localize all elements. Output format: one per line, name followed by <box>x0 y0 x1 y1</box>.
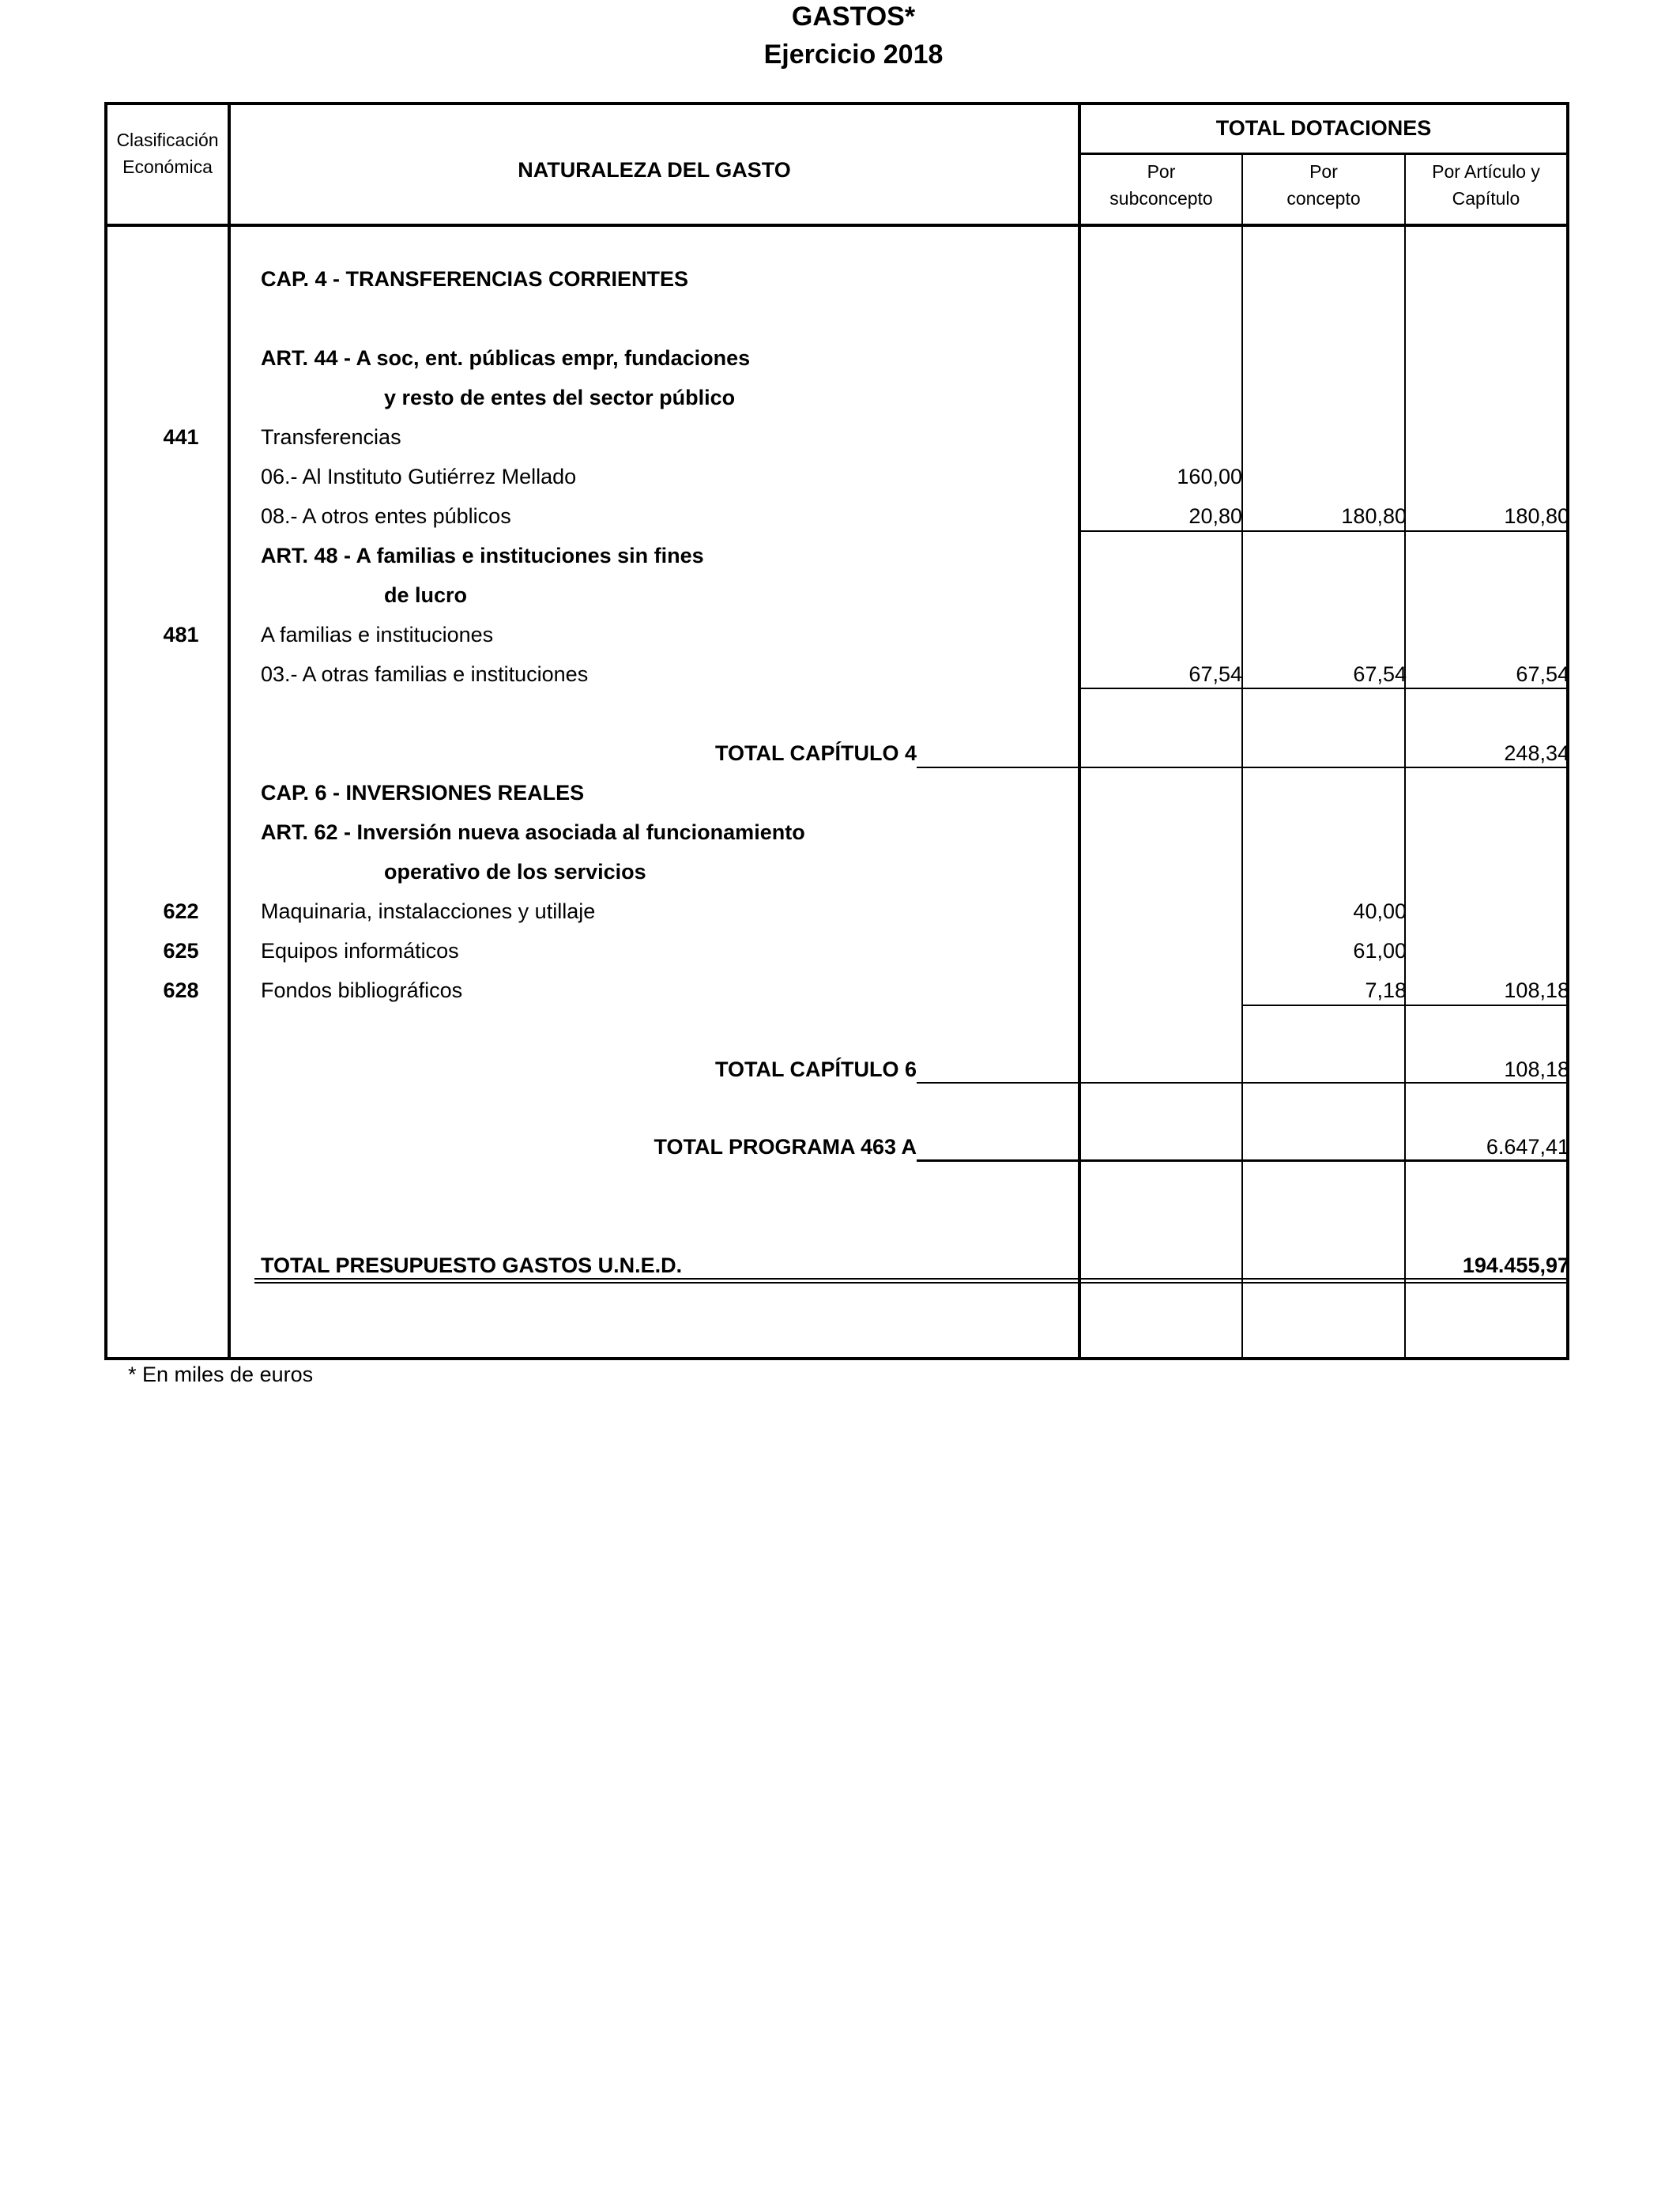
art62-heading-cont: operativo de los servicios <box>384 860 646 884</box>
row-code: 481 <box>163 623 199 647</box>
header-articulo-capitulo <box>1406 158 1566 212</box>
header-concepto-line2: concepto <box>1286 188 1361 209</box>
divider-subconcepto <box>1241 155 1243 1360</box>
table-bottom-border <box>104 1357 1569 1360</box>
row-articulo: 67,54 <box>1516 662 1569 686</box>
row-subconcepto: 20,80 <box>1188 504 1242 528</box>
row-concepto: 7,18 <box>1365 978 1407 1002</box>
total-capitulo-4-value: 248,34 <box>1504 741 1569 765</box>
row-code: 622 <box>163 899 199 923</box>
header-clasificacion <box>107 126 228 180</box>
header-clasificacion-line1: Clasificación <box>116 130 219 150</box>
total-presupuesto-label: TOTAL PRESUPUESTO GASTOS U.N.E.D. <box>261 1253 683 1277</box>
row-desc: A familias e instituciones <box>261 623 494 647</box>
header-articulo-line1: Por Artículo y <box>1432 161 1540 182</box>
row-desc: 08.- A otros entes públicos <box>261 504 511 528</box>
row-code: 441 <box>163 425 199 449</box>
row-articulo: 180,80 <box>1504 504 1569 528</box>
divider-naturaleza <box>1078 102 1081 1360</box>
header-naturaleza: NATURALEZA DEL GASTO <box>518 158 791 182</box>
row-desc: 06.- Al Instituto Gutiérrez Mellado <box>261 465 577 488</box>
row-desc: Equipos informáticos <box>261 939 459 963</box>
row-desc: Transferencias <box>261 425 401 449</box>
art44-heading-cont: y resto de entes del sector público <box>384 386 736 409</box>
header-subconcepto-line1: Por <box>1147 161 1176 182</box>
art62-heading: ART. 62 - Inversión nueva asociada al funcionamiento <box>261 820 805 844</box>
row-code: 628 <box>163 978 199 1002</box>
header-concepto <box>1243 158 1404 212</box>
header-total-dotaciones: TOTAL DOTACIONES <box>1215 116 1432 140</box>
table-top-border <box>104 102 1569 105</box>
header-articulo-line2: Capítulo <box>1452 188 1520 209</box>
cap6-heading: CAP. 6 - INVERSIONES REALES <box>261 781 585 805</box>
row-subconcepto: 67,54 <box>1188 662 1242 686</box>
table-right-border <box>1566 102 1569 1360</box>
divider-concepto <box>1404 155 1406 1360</box>
art48-heading-cont: de lucro <box>384 583 468 607</box>
cap4-heading: CAP. 4 - TRANSFERENCIAS CORRIENTES <box>261 267 689 291</box>
total-programa-value: 6.647,41 <box>1486 1135 1569 1159</box>
total-presupuesto-value: 194.455,97 <box>1462 1253 1569 1277</box>
row-desc: Maquinaria, instalacciones y utillaje <box>261 899 596 923</box>
total-capitulo-6-label: TOTAL CAPÍTULO 6 <box>714 1057 917 1081</box>
dotaciones-underline <box>1078 153 1569 155</box>
page-title: GASTOS* <box>791 2 916 32</box>
row-articulo: 108,18 <box>1504 978 1569 1002</box>
art44-heading: ART. 44 - A soc, ent. públicas empr, fundaciones <box>261 346 751 370</box>
art48-heading: ART. 48 - A familias e instituciones sin fines <box>261 544 704 567</box>
header-concepto-line1: Por <box>1309 161 1338 182</box>
row-concepto: 40,00 <box>1353 899 1407 923</box>
row-concepto: 67,54 <box>1353 662 1407 686</box>
total-capitulo-6-value: 108,18 <box>1504 1057 1569 1081</box>
row-code: 625 <box>163 939 199 963</box>
header-bottom-border <box>104 224 1569 227</box>
divider-code <box>228 102 231 1360</box>
table-left-border <box>104 102 107 1360</box>
page-subtitle: Ejercicio 2018 <box>763 40 944 70</box>
row-desc: Fondos bibliográficos <box>261 978 463 1002</box>
total-capitulo-4-label: TOTAL CAPÍTULO 4 <box>714 741 917 765</box>
header-clasificacion-line2: Económica <box>122 156 213 177</box>
row-desc: 03.- A otras familias e instituciones <box>261 662 589 686</box>
total-programa-label: TOTAL PROGRAMA 463 A <box>654 1135 917 1159</box>
header-subconcepto <box>1081 158 1241 212</box>
footnote: * En miles de euros <box>128 1363 314 1386</box>
row-subconcepto: 160,00 <box>1177 465 1242 488</box>
row-concepto: 61,00 <box>1353 939 1407 963</box>
header-subconcepto-line2: subconcepto <box>1109 188 1213 209</box>
row-concepto: 180,80 <box>1341 504 1407 528</box>
